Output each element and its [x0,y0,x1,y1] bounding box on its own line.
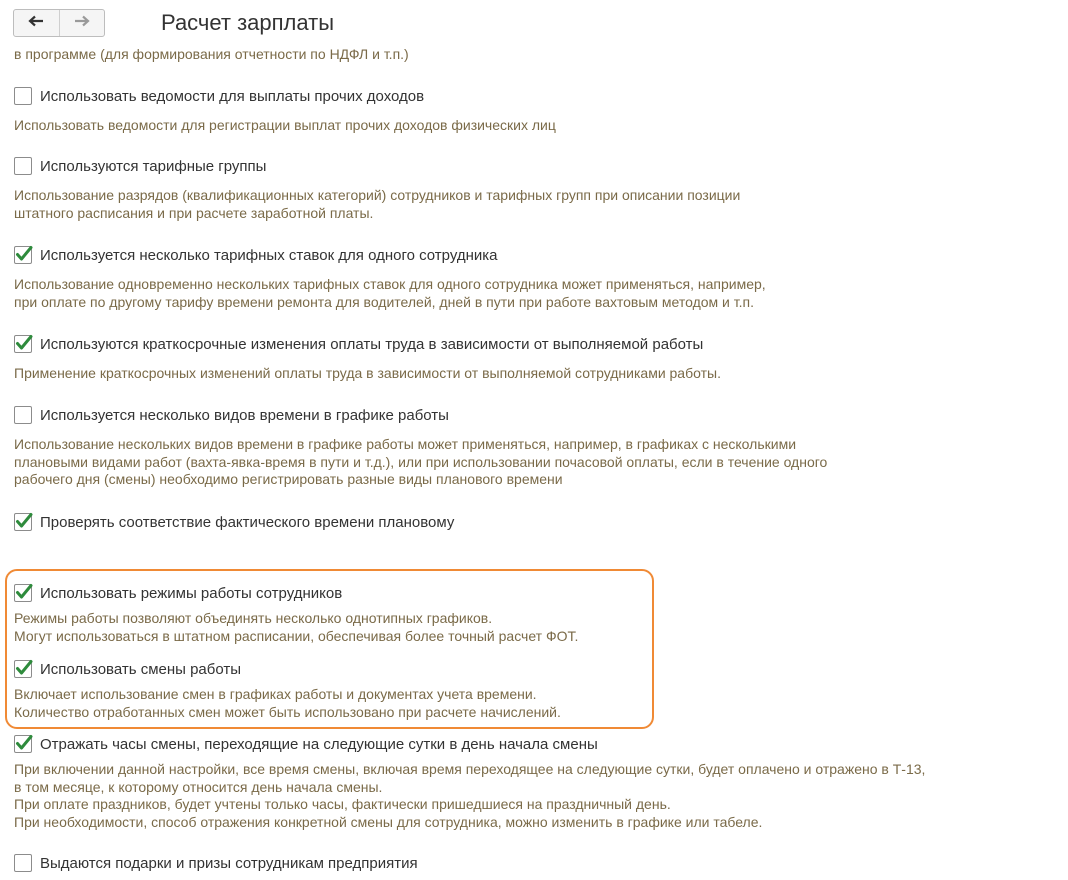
option-label[interactable]: Использовать ведомости для выплаты прочих доходов [40,87,425,105]
description-line: в том месяце, к которому относится день начала смены. [14,778,383,795]
option-description [14,436,827,489]
option-label[interactable]: Используется несколько видов времени в графике работы [40,406,449,424]
option-label[interactable]: Выдаются подарки и призы сотрудникам предприятия [40,854,418,872]
back-button[interactable] [14,10,59,36]
option-label[interactable]: Используются тарифные группы [40,157,267,175]
option-row [14,406,449,424]
option-label[interactable]: Проверять соответствие фактического времени плановому [40,513,455,531]
option-label[interactable]: Использовать смены работы [40,660,242,678]
arrow-right-icon [74,14,90,32]
description-line: плановыми видами работ (вахта-явка-время в пути и т.д.), или при использовании почасовой оплаты, если в течение одного [14,453,828,470]
description-line: Использовать ведомости для регистрации выплат прочих доходов физических лиц [14,117,556,133]
history-nav [13,9,105,37]
option-description [14,117,556,135]
option-row [14,854,418,872]
description-line: штатного расписания и при расчете заработной платы. [14,204,374,221]
option-checkbox[interactable] [14,660,32,678]
option-checkbox[interactable] [14,406,32,424]
option-row [14,246,498,264]
forward-button[interactable] [59,10,105,36]
option-row [14,735,598,753]
description-line: Могут использоваться в штатном расписании, обеспечивая более точный расчет ФОТ. [14,627,579,644]
arrow-left-icon [28,14,44,32]
page-title: Расчет зарплаты [161,10,335,35]
option-row [14,660,241,678]
option-description [14,187,740,222]
option-description [14,276,766,311]
option-checkbox[interactable] [14,854,32,872]
option-row [14,157,266,175]
description-line: Применение краткосрочных изменений оплаты труда в зависимости от выполняемой сотрудниками работы. [14,365,721,381]
option-checkbox[interactable] [14,246,32,264]
description-line: Использование одновременно нескольких тарифных ставок для одного сотрудника может применяться, например, [14,276,766,292]
description-line: При оплате праздников, будет учтены только часы, фактически пришедшиеся на праздничный день. [14,796,671,812]
description-line: Включает использование смен в графиках работы и документах учета времени. [14,686,537,702]
option-row [14,584,342,602]
intro-text: в программе (для формирования отчетности по НДФЛ и т.п.) [14,46,409,62]
description-line: при оплате по другому тарифу времени ремонта для водителей, дней в пути при работе вахтовым методом и т.п. [14,293,754,310]
description-line: Количество отработанных смен может быть использовано при расчете начислений. [14,703,561,720]
option-checkbox[interactable] [14,335,32,353]
description-line: Использование нескольких видов времени в графике работы может применяться, например, в графиках с несколькими [14,436,797,452]
option-row [14,335,703,353]
option-label[interactable]: Используется несколько тарифных ставок для одного сотрудника [40,246,498,264]
option-description [14,365,721,383]
option-checkbox[interactable] [14,584,32,602]
description-line: При включении данной настройки, все время смены, включая время переходящее на следующие сутки, будет оплачено и отражено в Т-13, [14,761,926,777]
description-line: рабочего дня (смены) необходимо регистрировать разные виды планового времени [14,471,563,487]
option-row [14,513,454,531]
description-line: При необходимости, способ отражения конкретной смены для сотрудника, можно изменить в графике или табеле. [14,813,763,830]
description-line: Использование разрядов (квалификационных категорий) сотрудников и тарифных групп при описании позиции [14,187,741,203]
option-checkbox[interactable] [14,735,32,753]
option-checkbox[interactable] [14,513,32,531]
option-label[interactable]: Используются краткосрочные изменения оплаты труда в зависимости от выполняемой работы [40,335,704,353]
option-description [14,761,925,831]
option-row [14,87,424,105]
option-description [14,610,578,645]
option-label[interactable]: Использовать режимы работы сотрудников [40,584,343,602]
description-line: Режимы работы позволяют объединять несколько однотипных графиков. [14,610,493,626]
option-description [14,686,561,721]
option-checkbox[interactable] [14,87,32,105]
option-label[interactable]: Отражать часы смены, переходящие на следующие сутки в день начала смены [40,735,598,753]
option-checkbox[interactable] [14,157,32,175]
